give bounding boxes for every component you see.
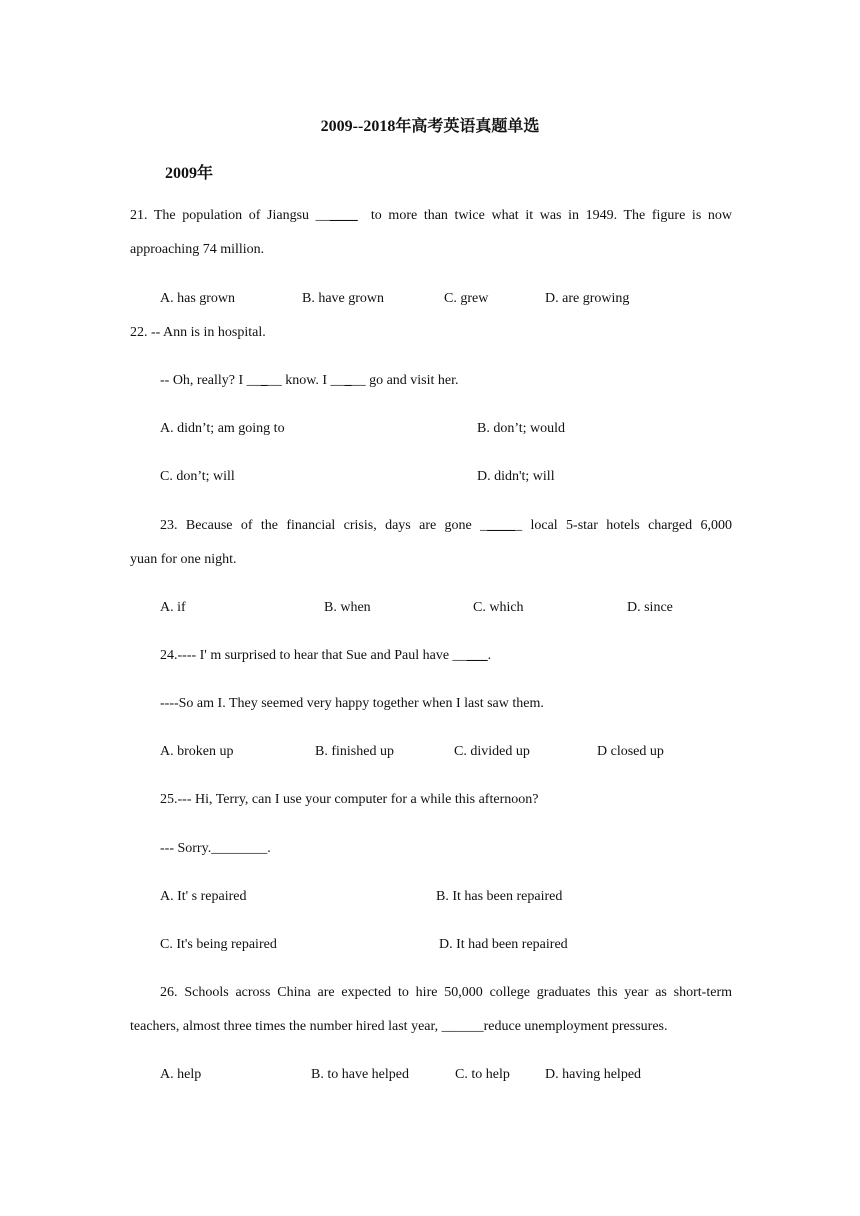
- q21-option-c: C. grew: [444, 291, 489, 306]
- q23-blank: ____: [487, 518, 516, 533]
- q25-line2: --- Sorry.________.: [160, 841, 271, 856]
- q21-option-a: A. has grown: [160, 291, 236, 306]
- q25-line1: 25.--- Hi, Terry, can I use your computer for a while this afternoon?: [160, 792, 539, 807]
- q23-option-d: D. since: [627, 600, 673, 615]
- question-21-stem: [130, 208, 732, 224]
- q21-option-d: D. are growing: [545, 291, 630, 306]
- q23-option-a: A. if: [160, 600, 186, 615]
- q23-option-c: C. which: [473, 600, 524, 615]
- q21-option-b: B. have grown: [302, 291, 385, 306]
- q25-option-b: B. It has been repaired: [436, 889, 563, 904]
- q22-option-b: B. don’t; would: [477, 421, 566, 436]
- q26-line2: teachers, almost three times the number hired last year, ______reduce unemployment pressures.: [130, 1019, 668, 1034]
- q22-blank-2: _: [344, 373, 352, 388]
- q24-line2: ----So am I. They seemed very happy together when I last saw them.: [160, 696, 544, 711]
- q24-option-b: B. finished up: [315, 744, 394, 759]
- q22-line2: [160, 373, 459, 389]
- q24-text-b: .: [487, 648, 492, 663]
- q25-option-d: D. It had been repaired: [439, 937, 568, 952]
- q21-text-a: 21. The population of Jiangsu __: [130, 208, 330, 223]
- q26-option-b: B. to have helped: [311, 1067, 409, 1082]
- q21-line2: approaching 74 million.: [130, 242, 265, 257]
- q24-line1: [160, 648, 491, 664]
- q26-option-a: A. help: [160, 1067, 202, 1082]
- q24-option-c: C. divided up: [454, 744, 530, 759]
- q22-option-a: A. didn’t; am going to: [160, 421, 285, 436]
- q22-text-b: __ know. I __: [267, 373, 345, 388]
- q23-text-b: _ local 5-star hotels charged 6,000: [515, 518, 732, 533]
- q26-option-d: D. having helped: [545, 1067, 642, 1082]
- page-title: 2009--2018年高考英语真题单选: [320, 118, 540, 135]
- q22-text-c: __ go and visit her.: [351, 373, 459, 388]
- question-23-stem: [160, 518, 732, 534]
- q23-option-b: B. when: [324, 600, 371, 615]
- q24-text-a: 24.---- I' m surprised to hear that Sue and Paul have __: [160, 648, 467, 663]
- q24-option-a: A. broken up: [160, 744, 234, 759]
- q21-blank: ____: [329, 208, 358, 223]
- q22-line1: 22. -- Ann is in hospital.: [130, 325, 266, 340]
- q22-option-d: D. didn't; will: [477, 469, 555, 484]
- q26-line1: 26. Schools across China are expected to hire 50,000 college graduates this year as short-term: [160, 985, 732, 1000]
- q21-text-b: to more than twice what it was in 1949. The figure is now: [370, 208, 733, 223]
- section-year: 2009年: [165, 165, 214, 182]
- q22-blank-1: _: [260, 373, 268, 388]
- q24-option-d: D closed up: [597, 744, 664, 759]
- q24-blank: ___: [466, 648, 488, 663]
- q22-option-c: C. don’t; will: [160, 469, 235, 484]
- q25-option-c: C. It's being repaired: [160, 937, 277, 952]
- q25-option-a: A. It' s repaired: [160, 889, 247, 904]
- q22-text-a: -- Oh, really? I __: [160, 373, 261, 388]
- q23-line2: yuan for one night.: [130, 552, 237, 567]
- q23-text-a: 23. Because of the financial crisis, days are gone _: [160, 518, 488, 533]
- q26-option-c: C. to help: [455, 1067, 510, 1082]
